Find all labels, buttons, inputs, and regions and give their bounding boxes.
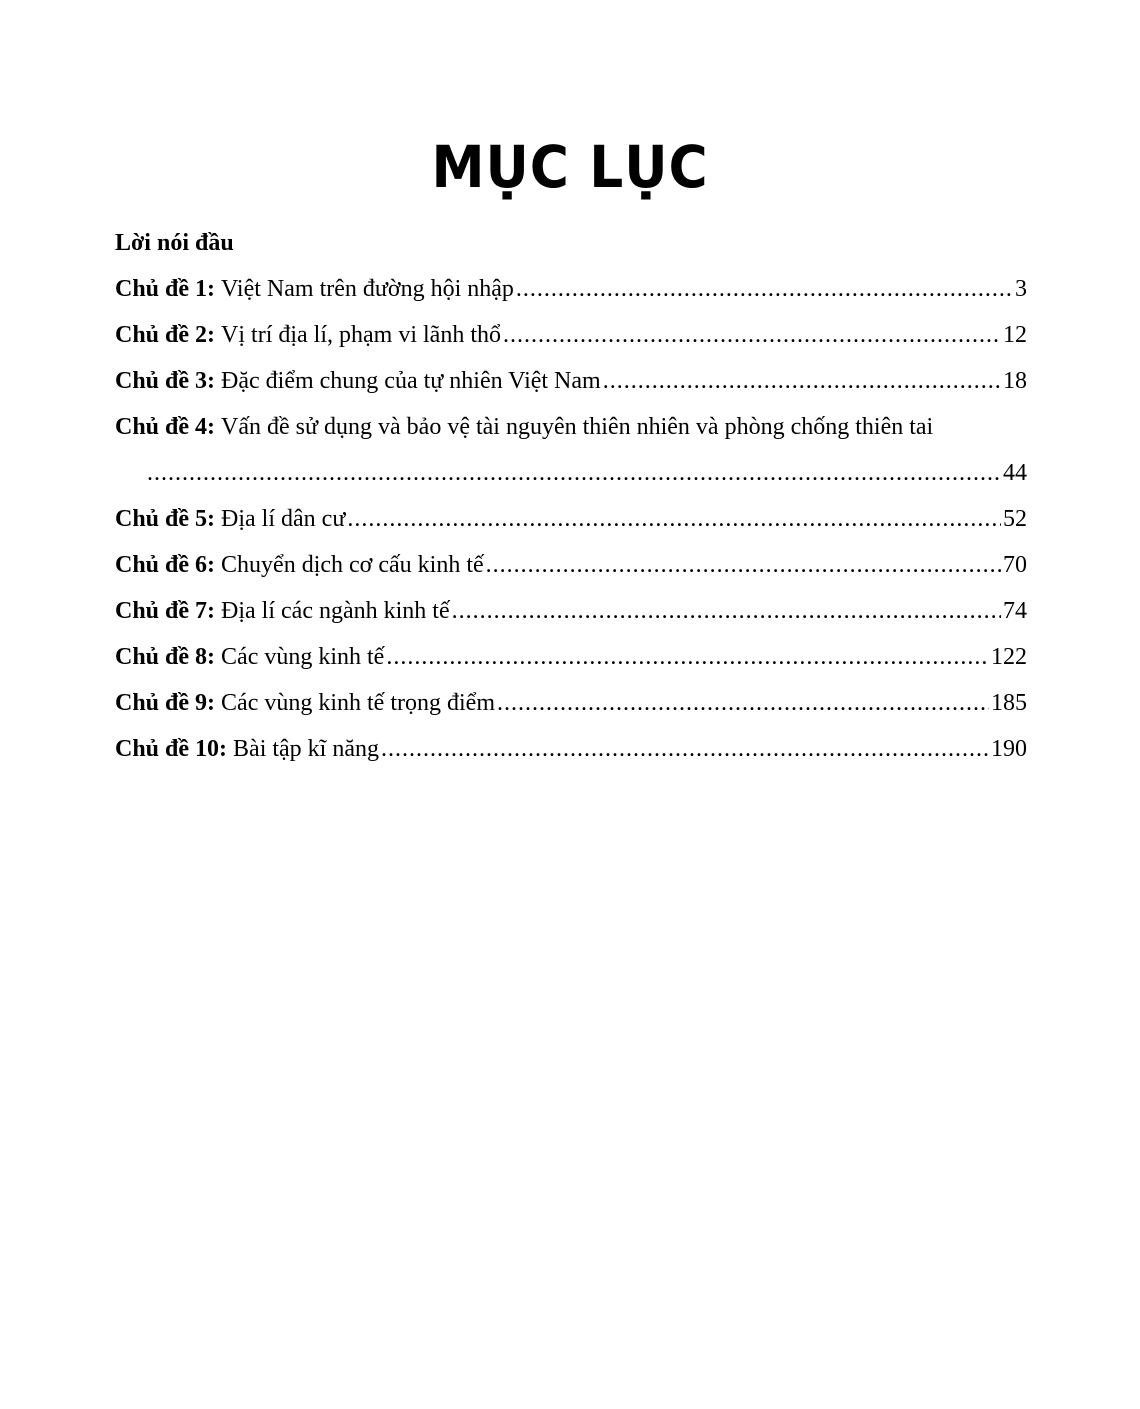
- toc-entry-6[interactable]: [115, 542, 1027, 588]
- table-of-contents: [115, 220, 1027, 772]
- toc-entry-text: Các vùng kinh tế trọng điểm: [221, 690, 495, 716]
- toc-entry-2[interactable]: [115, 312, 1027, 358]
- toc-entry-colon: :: [207, 598, 216, 624]
- toc-entry-page: 52: [1003, 506, 1027, 532]
- toc-entry-colon: :: [207, 552, 216, 578]
- toc-entry-colon: :: [207, 368, 216, 394]
- toc-entry-colon: :: [207, 690, 216, 716]
- toc-entry-label: Chủ đề 8: [115, 644, 208, 670]
- toc-entry-colon: :: [207, 276, 216, 302]
- toc-leader-dots: [486, 542, 1001, 588]
- toc-entry-4[interactable]: [115, 404, 1027, 496]
- toc-entry-page: 44: [1003, 460, 1027, 486]
- toc-entry-label: Chủ đề 2: [115, 322, 208, 348]
- toc-entry-text: Vị trí địa lí, phạm vi lãnh thổ: [221, 322, 501, 348]
- toc-entry-colon: :: [207, 506, 216, 532]
- toc-intro: Lời nói đầu: [115, 230, 234, 256]
- toc-entry-text: Chuyển dịch cơ cấu kinh tế: [221, 552, 484, 578]
- toc-entry-colon: :: [207, 322, 216, 348]
- toc-entry-label: Chủ đề 4: [115, 414, 208, 440]
- toc-entry-label: Chủ đề 10: [115, 736, 220, 762]
- toc-entry-text: Bài tập kĩ năng: [233, 736, 379, 762]
- toc-entry-label: Chủ đề 1: [115, 276, 208, 302]
- toc-entry-1[interactable]: [115, 266, 1027, 312]
- toc-entry-page: 70: [1003, 552, 1027, 578]
- toc-entry-text: Địa lí dân cư: [221, 506, 346, 532]
- toc-entry-text: Các vùng kinh tế: [221, 644, 385, 670]
- toc-leader-dots: [381, 726, 989, 772]
- toc-entry-label: Chủ đề 7: [115, 598, 208, 624]
- toc-entry-page: 185: [991, 690, 1027, 716]
- toc-entry-label: Chủ đề 3: [115, 368, 208, 394]
- toc-entry-page: 74: [1003, 598, 1027, 624]
- toc-entry-text: Địa lí các ngành kinh tế: [221, 598, 450, 624]
- toc-entry-5[interactable]: [115, 496, 1027, 542]
- toc-entry-7[interactable]: [115, 588, 1027, 634]
- toc-leader-dots: [147, 450, 1001, 496]
- toc-entry-page: 3: [1015, 276, 1027, 302]
- toc-entry-label: Chủ đề 6: [115, 552, 208, 578]
- toc-leader-dots: [603, 358, 1001, 404]
- toc-entry-page: 190: [991, 736, 1027, 762]
- toc-entry-text: Đặc điểm chung của tự nhiên Việt Nam: [221, 368, 601, 394]
- toc-entry-page: 122: [991, 644, 1027, 670]
- toc-leader-dots: [516, 266, 1013, 312]
- toc-entry-colon: :: [207, 644, 216, 670]
- toc-entry-page: 18: [1003, 368, 1027, 394]
- page-title: MỤC LỤC: [431, 133, 709, 201]
- toc-leader-dots: [503, 312, 1001, 358]
- toc-entry-3[interactable]: [115, 358, 1027, 404]
- toc-entry-10[interactable]: [115, 726, 1027, 772]
- toc-entry-colon: :: [207, 414, 216, 440]
- toc-entry-label: Chủ đề 5: [115, 506, 208, 532]
- toc-entry-text: Việt Nam trên đường hội nhập: [221, 276, 514, 302]
- toc-leader-dots: [347, 496, 1001, 542]
- toc-entry-label: Chủ đề 9: [115, 690, 208, 716]
- toc-entry-text: Vấn đề sử dụng và bảo vệ tài nguyên thiên nhiên và phòng chống thiên tai: [221, 414, 934, 440]
- toc-leader-dots: [452, 588, 1001, 634]
- toc-entry-colon: :: [219, 736, 228, 762]
- toc-entry-8[interactable]: [115, 634, 1027, 680]
- toc-leader-dots: [497, 680, 989, 726]
- toc-entry-page: 12: [1003, 322, 1027, 348]
- toc-leader-dots: [386, 634, 989, 680]
- toc-entry-9[interactable]: [115, 680, 1027, 726]
